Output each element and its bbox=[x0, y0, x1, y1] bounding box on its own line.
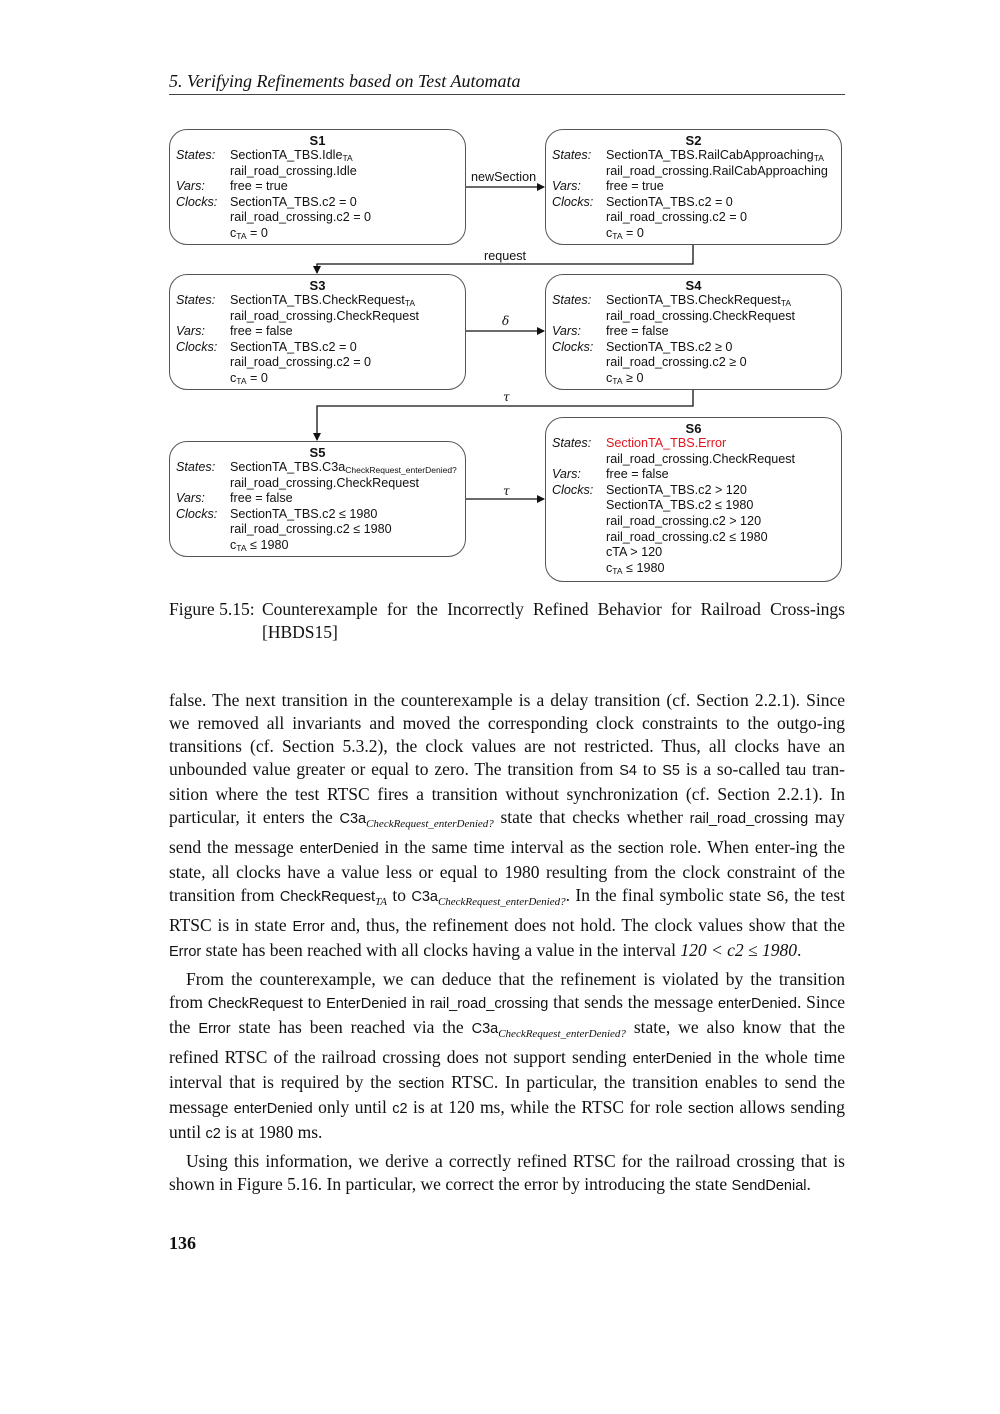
row-label bbox=[552, 210, 606, 226]
page-number: 136 bbox=[169, 1233, 196, 1253]
state-vars-row bbox=[546, 179, 841, 195]
state-title: S1 bbox=[309, 133, 326, 148]
subscript: TA bbox=[236, 542, 247, 553]
state-states-value: SectionTA_TBS.CheckRequest$_{TA}$ bbox=[606, 293, 791, 308]
subscript: CheckRequest_enterDenied? bbox=[345, 465, 457, 475]
state-states-row bbox=[546, 452, 841, 468]
state-vars-row bbox=[546, 467, 841, 483]
edge-label-delta: δ bbox=[502, 314, 510, 328]
row-label bbox=[176, 210, 230, 226]
state-clocks-value: rail_road_crossing.c2 = 0 bbox=[230, 355, 372, 370]
paragraph-1: false. The next transition in the counterexample is a delay transition (cf. Section 2.2.1). Since we removed all invariants and moved the corresponding clock constraints to the outgo-ing transitions (cf. Section 5.3.2), the clock values are not restricted. Thus, all clocks have an unbounded value greater or equal to zero. The transition from S4 to S5 is a so-called tau tran-sition where the test RTSC fires a transition without synchronization (cf. Section 2.2.1). In particular, it enters the $C3a_{CheckRequest\_enterDenied?}$ state that checks whether rail_road_crossing may send the message enterDenied in the same time interval as the section role. When enter-ing the state, all clocks have a value less or equal to 1980 resulting from the clock constraint of the transition from CheckRequest$_{TA}$ to $C3a_{CheckRequest\_enterDenied?}$. In the final symbolic state S6, the test RTSC is in state Error and, thus, the refinement does not hold. The clock values show that the Error state has been reached with all clocks having a value in the interval 120 < c2 ≤ 1980. bbox=[169, 690, 845, 960]
state-vars-row bbox=[170, 179, 465, 195]
state-clocks-row bbox=[170, 340, 465, 356]
state-states-value: SectionTA_TBS.RailCabApproaching$_{TA}$ bbox=[606, 148, 824, 163]
state-clocks-row bbox=[546, 545, 841, 561]
state-s5 bbox=[169, 441, 466, 557]
state-clocks-value: $c_{TA} \ge 0$ bbox=[606, 370, 644, 386]
edge-label-request: request bbox=[484, 249, 527, 263]
row-label bbox=[552, 530, 606, 546]
state-clocks-row bbox=[546, 210, 841, 226]
state-states-row bbox=[546, 436, 841, 452]
row-label: States: bbox=[176, 460, 216, 474]
row-label bbox=[176, 164, 230, 180]
row-label: Vars: bbox=[552, 467, 581, 482]
state-clocks-value: SectionTA_TBS.c2 = 0 bbox=[606, 194, 733, 209]
state-title: S2 bbox=[685, 133, 702, 148]
paragraph-2: From the counterexample, we can deduce that the refinement is violated by the transition from CheckRequest to EnterDenied in rail_road_crossing that sends the message enterDenied. Since the Error state has been reached via the $C3a_{CheckRequest\_enterDenied?}$ state, we also know that the refined RTSC of the railroad crossing does not support sending enterDenied in the whole time interval that is required by the section RTSC. In particular, the transition enables to send the message enterDenied only until c2 is at 120 ms, while the RTSC for role section allows sending until c2 is at 1980 ms. bbox=[169, 968, 845, 1142]
state-clocks-row bbox=[170, 226, 465, 242]
state-vars-value: free = false bbox=[230, 324, 293, 339]
state-clocks-row bbox=[170, 195, 465, 211]
subscript: TA bbox=[236, 230, 247, 241]
row-label bbox=[552, 226, 606, 242]
row-label: Clocks: bbox=[176, 339, 218, 354]
state-clocks-value: SectionTA_TBS.c2 > 120 bbox=[606, 482, 747, 497]
subscript: TA bbox=[236, 375, 247, 386]
row-label: Clocks: bbox=[552, 194, 594, 209]
caption-label: Figure 5.15: bbox=[169, 599, 255, 619]
edge-label-tau-2: τ bbox=[503, 484, 510, 498]
state-vars-value: free = false bbox=[606, 467, 669, 482]
state-clocks-value: rail_road_crossing.c2 = 0 bbox=[230, 210, 372, 225]
state-title: S3 bbox=[309, 278, 326, 293]
row-label: Clocks: bbox=[552, 482, 594, 497]
state-states-value: rail_road_crossing.CheckRequest bbox=[606, 451, 796, 466]
state-states-value: SectionTA_TBS.Error bbox=[606, 436, 727, 450]
subscript: TA bbox=[813, 153, 824, 163]
state-vars-value: free = false bbox=[230, 491, 293, 506]
state-states-value: rail_road_crossing.CheckRequest bbox=[606, 308, 796, 323]
state-clocks-value: rail_road_crossing.c2 = 0 bbox=[606, 210, 748, 225]
state-clocks-value: $c_{TA} = 0$ bbox=[606, 225, 644, 241]
state-clocks-value: cTA > 120 bbox=[606, 545, 663, 560]
state-clocks-row bbox=[546, 340, 841, 356]
state-states-row bbox=[170, 164, 465, 180]
state-vars-value: free = true bbox=[230, 179, 288, 194]
state-states-row bbox=[170, 460, 465, 476]
state-states-row bbox=[546, 148, 841, 164]
state-vars-row bbox=[546, 324, 841, 340]
running-head: 5. Verifying Refinements based on Test Automata bbox=[169, 70, 845, 95]
state-states-row bbox=[170, 476, 465, 492]
state-clocks-row bbox=[170, 371, 465, 387]
row-label bbox=[552, 452, 606, 468]
row-label bbox=[176, 538, 230, 554]
row-label bbox=[552, 164, 606, 180]
row-label: Clocks: bbox=[176, 506, 218, 521]
subscript: TA bbox=[404, 298, 415, 308]
state-clocks-row bbox=[546, 355, 841, 371]
row-label bbox=[176, 371, 230, 387]
row-label: Vars: bbox=[552, 179, 581, 194]
figure-caption bbox=[169, 598, 845, 644]
row-label: States: bbox=[176, 293, 216, 307]
state-clocks-row bbox=[170, 522, 465, 538]
row-label bbox=[176, 522, 230, 538]
row-label bbox=[552, 371, 606, 387]
state-title: S5 bbox=[309, 445, 326, 460]
state-vars-row bbox=[170, 491, 465, 507]
state-clocks-value: SectionTA_TBS.c2 = 0 bbox=[230, 339, 357, 354]
state-states-value: SectionTA_TBS.Idle$_{TA}$ bbox=[230, 148, 353, 163]
state-clocks-value: $c_{TA} = 0$ bbox=[230, 370, 268, 386]
row-label: Vars: bbox=[176, 491, 205, 506]
subscript: TA bbox=[612, 375, 623, 386]
state-states-value: $SectionTA\_TBS.C3a_{CheckRequest\_enterDenied?}$ bbox=[230, 460, 457, 475]
row-label: States: bbox=[552, 293, 592, 307]
row-label: Vars: bbox=[176, 179, 205, 194]
state-vars-value: free = false bbox=[606, 324, 669, 339]
row-label bbox=[552, 514, 606, 530]
row-label bbox=[552, 545, 606, 561]
state-clocks-row bbox=[546, 561, 841, 577]
row-label bbox=[176, 309, 230, 325]
state-s2 bbox=[545, 129, 842, 245]
row-label bbox=[552, 561, 606, 577]
subscript: TA bbox=[612, 565, 623, 576]
state-states-row bbox=[170, 293, 465, 309]
transition-arrows bbox=[0, 0, 1000, 600]
state-clocks-value: $c_{TA} \le 1980$ bbox=[606, 560, 665, 576]
state-clocks-value: rail_road_crossing.c2 ≤ 1980 bbox=[606, 529, 768, 544]
state-clocks-row bbox=[170, 507, 465, 523]
state-states-row bbox=[170, 148, 465, 164]
state-vars-row bbox=[170, 324, 465, 340]
state-states-value: rail_road_crossing.CheckRequest bbox=[230, 475, 420, 490]
state-states-value: rail_road_crossing.CheckRequest bbox=[230, 308, 420, 323]
state-clocks-row bbox=[546, 530, 841, 546]
row-label: States: bbox=[552, 148, 592, 162]
state-clocks-value: SectionTA_TBS.c2 ≥ 0 bbox=[606, 339, 733, 354]
subscript: TA bbox=[612, 230, 623, 241]
row-label: Vars: bbox=[176, 324, 205, 339]
state-s6 bbox=[545, 417, 842, 582]
state-states-value: rail_road_crossing.RailCabApproaching bbox=[606, 163, 828, 178]
row-label: Vars: bbox=[552, 324, 581, 339]
state-clocks-row bbox=[546, 195, 841, 211]
state-states-row bbox=[546, 309, 841, 325]
state-clocks-value: SectionTA_TBS.c2 = 0 bbox=[230, 194, 357, 209]
caption-text: Counterexample for the Incorrectly Refined Behavior for Railroad Cross-ings [HBDS15] bbox=[262, 599, 845, 642]
edge-label-newsection: newSection bbox=[471, 170, 537, 184]
row-label bbox=[176, 355, 230, 371]
state-clocks-value: $c_{TA} = 0$ bbox=[230, 225, 268, 241]
row-label: Clocks: bbox=[552, 339, 594, 354]
state-clocks-row bbox=[546, 483, 841, 499]
state-clocks-row bbox=[546, 226, 841, 242]
state-clocks-value: $c_{TA} \le 1980$ bbox=[230, 537, 289, 553]
state-states-value: SectionTA_TBS.CheckRequest$_{TA}$ bbox=[230, 293, 415, 308]
row-label bbox=[552, 309, 606, 325]
state-s3 bbox=[169, 274, 466, 390]
state-clocks-row bbox=[170, 538, 465, 554]
row-label: States: bbox=[552, 436, 592, 450]
row-label bbox=[176, 226, 230, 242]
paragraph-3: Using this information, we derive a correctly refined RTSC for the railroad crossing that is shown in Figure 5.16. In particular, we correct the error by introducing the state SendDenial. bbox=[169, 1150, 845, 1194]
state-states-value: rail_road_crossing.Idle bbox=[230, 163, 357, 178]
state-clocks-value: SectionTA_TBS.c2 ≤ 1980 bbox=[230, 506, 378, 521]
row-label bbox=[552, 355, 606, 371]
state-clocks-value: rail_road_crossing.c2 ≤ 1980 bbox=[230, 522, 392, 537]
row-label: States: bbox=[176, 148, 216, 162]
state-vars-value: free = true bbox=[606, 179, 664, 194]
subscript: TA bbox=[780, 298, 791, 308]
state-states-row bbox=[546, 164, 841, 180]
state-title: S4 bbox=[685, 278, 702, 293]
state-clocks-row bbox=[546, 371, 841, 387]
state-states-row bbox=[546, 293, 841, 309]
state-clocks-value: rail_road_crossing.c2 ≥ 0 bbox=[606, 355, 747, 370]
state-title: S6 bbox=[685, 421, 702, 436]
state-s4 bbox=[545, 274, 842, 390]
edge-label-tau-1: τ bbox=[503, 390, 510, 404]
subscript: TA bbox=[342, 153, 353, 163]
state-clocks-value: rail_road_crossing.c2 > 120 bbox=[606, 513, 762, 528]
row-label bbox=[552, 498, 606, 514]
row-label: Clocks: bbox=[176, 194, 218, 209]
state-clocks-row bbox=[546, 514, 841, 530]
counterexample-diagram bbox=[0, 0, 1000, 600]
state-s1 bbox=[169, 129, 466, 245]
state-clocks-row bbox=[546, 498, 841, 514]
row-label bbox=[176, 476, 230, 492]
state-clocks-value: SectionTA_TBS.c2 ≤ 1980 bbox=[606, 498, 754, 513]
state-clocks-row bbox=[170, 355, 465, 371]
state-states-row bbox=[170, 309, 465, 325]
state-clocks-row bbox=[170, 210, 465, 226]
body-text bbox=[169, 689, 845, 1202]
